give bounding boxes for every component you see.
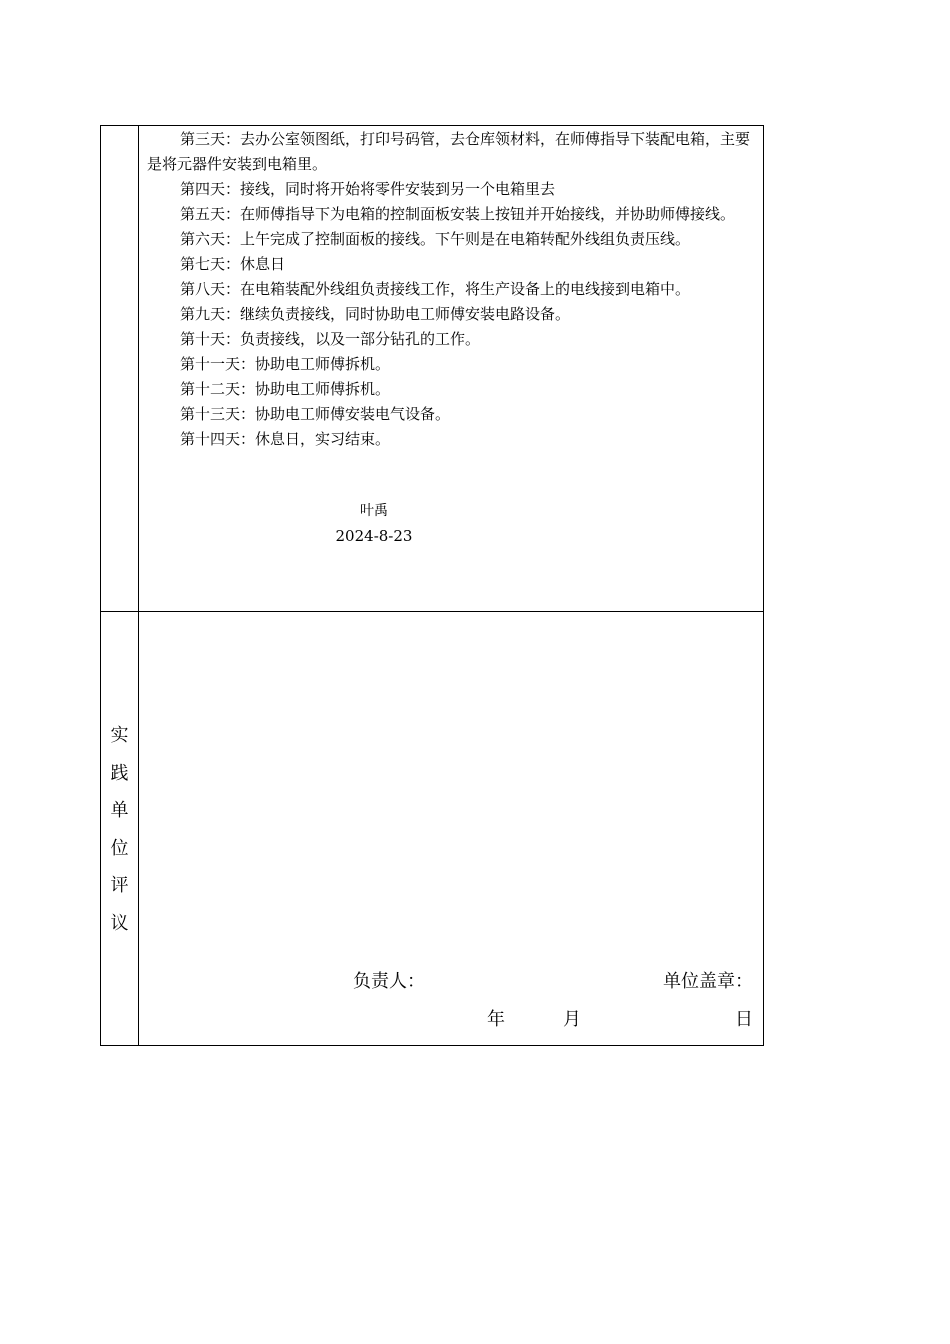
diary-row xyxy=(101,126,764,612)
review-row xyxy=(101,612,764,1046)
diary-entry: 第八天：在电箱装配外线组负责接线工作，将生产设备上的电线接到电箱中。 xyxy=(180,280,691,298)
review-label-char: 单 xyxy=(110,800,129,821)
review-label-char: 实 xyxy=(110,725,129,746)
diary-body xyxy=(139,126,763,452)
day-label: 日 xyxy=(735,1009,753,1030)
month-label: 月 xyxy=(563,1009,581,1030)
review-label-char: 议 xyxy=(110,912,129,934)
review-label-char: 位 xyxy=(110,837,129,859)
diary-label-cell xyxy=(101,126,139,612)
year-label: 年 xyxy=(487,1009,505,1030)
responsible-line xyxy=(353,967,753,1005)
diary-entry: 第十三天：协助电工师傅安装电气设备。 xyxy=(180,405,451,423)
diary-entry: 第六天：上午完成了控制面板的接线。下午则是在电箱转配外线组负责压线。 xyxy=(180,230,691,248)
unit-seal-label: 单位盖章： xyxy=(663,971,753,992)
signature-name: 叶禹 xyxy=(360,503,388,519)
diary-entry: 第七天：休息日 xyxy=(180,255,286,273)
diary-entry: 第十二天：协助电工师傅拆机。 xyxy=(180,380,391,398)
signature-block xyxy=(139,498,609,548)
diary-entry: 第五天：在师傅指导下为电箱的控制面板安装上按钮并开始接线，并协助师傅接线。 xyxy=(180,205,736,223)
review-date-line xyxy=(353,1005,753,1045)
review-content-cell xyxy=(139,612,764,1046)
review-label-char: 践 xyxy=(110,762,129,784)
signature-date: 2024-8-23 xyxy=(335,527,413,545)
diary-entry: 第四天：接线，同时将开始将零件安装到另一个电箱里去 xyxy=(180,180,556,198)
review-label-char: 评 xyxy=(110,875,129,896)
diary-entry: 第九天：继续负责接线，同时协助电工师傅安装电路设备。 xyxy=(180,305,571,323)
practice-form-table xyxy=(100,125,764,1046)
review-label-cell xyxy=(101,612,139,1046)
responsible-person-label: 负责人： xyxy=(353,971,425,992)
diary-content-cell xyxy=(139,126,764,612)
diary-entry: 第三天：去办公室领图纸，打印号码管，去仓库领材料，在师傅指导下装配电箱，主要是将元器件安装到电箱里。 xyxy=(147,130,751,173)
diary-entry: 第十一天：协助电工师傅拆机。 xyxy=(180,355,391,373)
review-vertical-label xyxy=(101,715,138,942)
review-footer xyxy=(353,967,753,1045)
diary-entry: 第十四天：休息日，实习结束。 xyxy=(180,430,391,448)
diary-entry: 第十天：负责接线，以及一部分钻孔的工作。 xyxy=(180,330,481,348)
